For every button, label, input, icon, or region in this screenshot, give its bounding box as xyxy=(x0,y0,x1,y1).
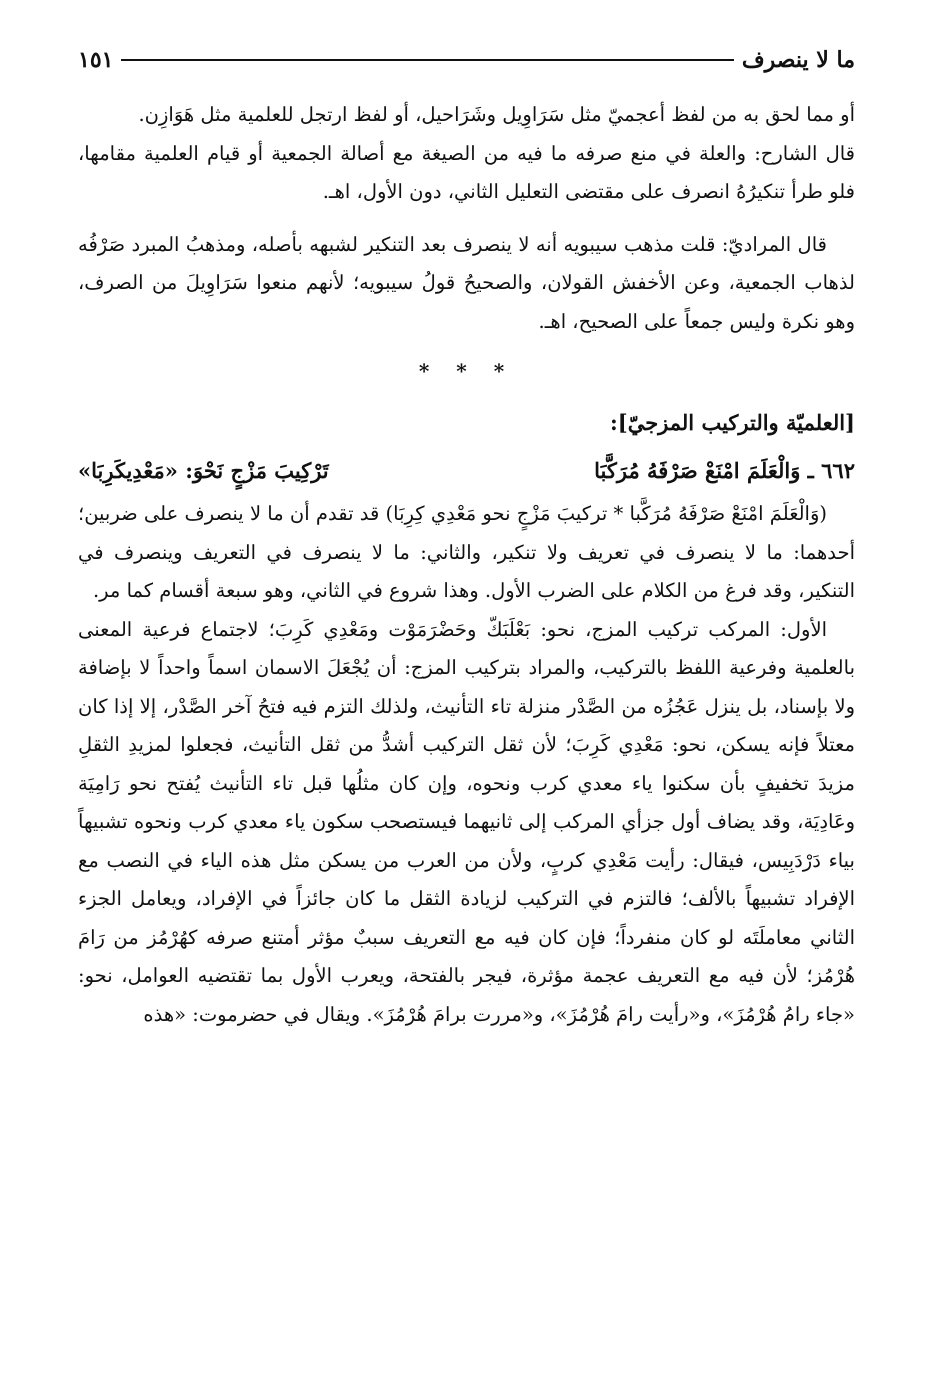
paragraph: الأول: المركب تركيب المزج، نحو: بَعْلَبَكّ وحَضْرَمَوْت ومَعْدِي كَرِبَ؛ لاجتماع فرعية المعنى بالعلمية وفرعية اللفظ بالتركيب، والمراد بتركيب المزج: أن يُجْعَلَ الاسمان اسماً واحداً لا بإضافة ولا بإسناد، بل ينزل عَجُزُه من الصَّدْر منزلة تاء التأنيث، ولذلك التزم فيه فتحُ آخر الصَّدْر، إلا إذا كان معتلاً فإنه يسكن، نحو: مَعْدِي كَرِبَ؛ لأن ثقل التركيب أشدُّ من ثقل التأنيث، فجعلوا لمزيدِ الثقلِ مزيدَ تخفيفٍ بأن سكنوا ياء معدي كرب ونحوه، وإن كان مثلُها قبل تاء التأنيث يُفتح نحو رَامِيَة وعَادِيَة، وقد يضاف أول جزأي المركب إلى ثانيهما فيستصحب سكون ياء معدي كرب ونحوه تشبيهاً بياء دَرْدَبِيس، فيقال: رأيت مَعْدِي كربٍ، ولأن من العرب من يسكن مثل هذه الياء في النصب مع الإفراد تشبيهاً بالألف؛ فالتزم في التركيب لزيادة الثقل ما كان جائزاً في الإفراد، ويعامل الجزء الثاني معاملَتَه لو كان منفرداً؛ فإن كان فيه مع التعريف سببٌ مؤثر أمتنع صرفه كهُرْمُز من رَامَ هُرْمُز؛ لأن فيه مع التعريف عجمة مؤثرة، فيجر بالفتحة، ويعرب الأول بما تقتضيه العوامل، نحو: «جاء رامُ هُرْمُزَ»، و«رأيت رامَ هُرْمُزَ»، و«مررت برامَ هُرْمُزَ». ويقال في حضرموت: «هذه xyxy=(78,617,855,1026)
chapter-title: ما لا ينصرف xyxy=(741,47,855,73)
paragraph: قال المراديّ: قلت مذهب سيبويه أنه لا ينصرف بعد التنكير لشبهه بأصله، ومذهبُ المبرد صَرْفُه لذهاب الجمعية، وعن الأخفش القولان، والصحيحُ قولُ سيبويه؛ لأنهم منعوا سَرَاوِيلَ من الصرف، وهو نكرة وليس جمعاً على الصحيح، اهـ. xyxy=(78,232,855,333)
page-number: ١٥١ xyxy=(78,47,114,73)
verse-second-hemistich: تَرْكِيبَ مَزْجٍ نَحْوَ: «مَعْدِيكَرِبَا» xyxy=(78,457,329,483)
verse-first-hemistich: ٦٦٢ ـ وَالْعَلَمَ امْنَعْ صَرْفَهُ مُرَكَّبَا xyxy=(594,457,855,483)
section-heading: [العلميّة والتركيب المزجيّ]: xyxy=(610,410,855,435)
running-header xyxy=(78,44,855,76)
paragraph: أو مما لحق به من لفظ أعجميّ مثل سَرَاوِيل وشَرَاحيل، أو لفظ ارتجل للعلمية مثل هَوَازِن. xyxy=(138,103,855,126)
verse-line xyxy=(78,445,855,495)
section-separator: * * * xyxy=(418,359,515,383)
paragraph-gap xyxy=(78,212,855,226)
paragraph: قال الشارح: والعلة في منع صرفه ما فيه من الصيغة مع أصالة الجمعية أو قيام العلمية مقامها، فلو طرأ تنكيرُهُ انصرف على مقتضى التعليل الثاني، دون الأول، اهـ. xyxy=(78,141,855,203)
page-body xyxy=(78,96,855,1034)
header-rule xyxy=(121,59,733,61)
paragraph: (وَالْعَلَمَ امْنَعْ صَرْفَهُ مُرَكَّبا * تركيبَ مَزْجٍ نحو مَعْدِي كِرِبَا) قد تقدم أن ما لا ينصرف على ضربين؛ أحدهما: ما لا ينصرف في تعريف ولا تنكير، والثاني: ما لا ينصرف في التعريف وينصرف في التنكير، وقد فرغ من الكلام على الضرب الأول. وهذا شروع في الثاني، وهو سبعة أقسام كما مر. xyxy=(78,502,855,602)
